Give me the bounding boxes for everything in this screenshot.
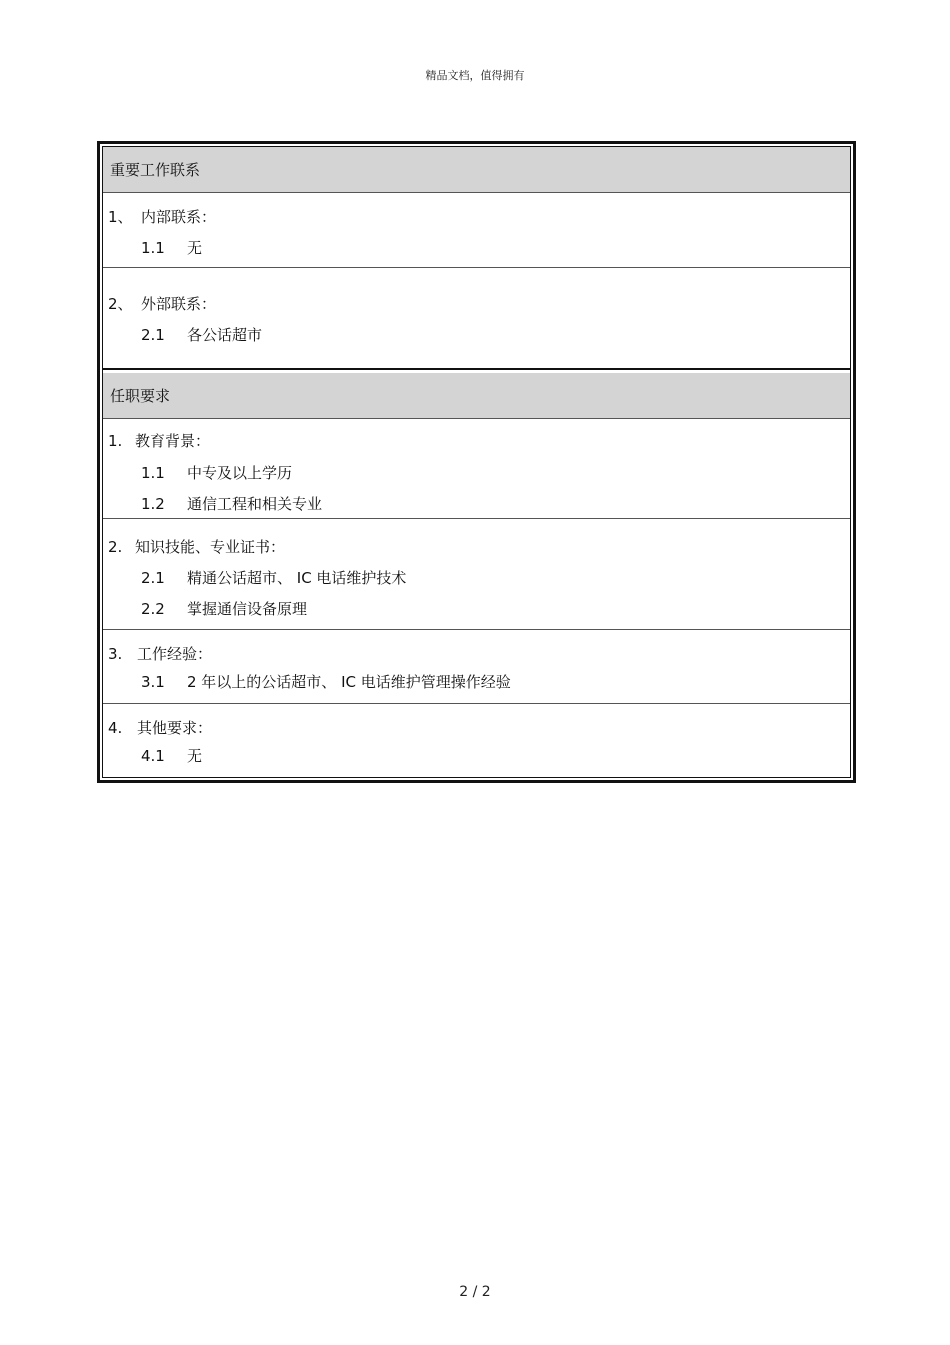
internal-contacts-number: 1、	[108, 208, 133, 226]
item-text: 通信工程和相关专业	[187, 495, 323, 513]
experience-label	[108, 644, 212, 664]
group-number: 4.	[108, 719, 123, 737]
group-label: 知识技能、专业证书：	[135, 538, 286, 556]
list-item	[141, 238, 202, 258]
item-number: 1.1	[141, 239, 165, 257]
internal-contacts-label	[108, 207, 216, 227]
item-text: 中专及以上学历	[187, 464, 293, 482]
group-number: 3.	[108, 645, 123, 663]
item-number: 1.2	[141, 495, 165, 513]
item-text: 掌握通信设备原理	[187, 600, 308, 618]
row-divider	[103, 518, 850, 519]
section-separator	[103, 368, 850, 370]
page-header: 精品文档，值得拥有	[425, 69, 525, 82]
list-item	[141, 494, 322, 514]
list-item	[141, 463, 292, 483]
item-text: 精通公话超市、 IC 电话维护技术	[187, 569, 407, 587]
item-text: 无	[187, 747, 203, 765]
education-label	[108, 431, 210, 451]
skills-label	[108, 537, 285, 557]
group-label: 其他要求：	[137, 719, 213, 737]
list-item	[141, 599, 307, 619]
item-number: 2.2	[141, 600, 165, 618]
page-number: 2 / 2	[459, 1284, 491, 1300]
group-number: 2.	[108, 538, 123, 556]
row-divider	[103, 267, 850, 268]
item-number: 2.1	[141, 326, 165, 344]
item-number: 2.1	[141, 569, 165, 587]
list-item	[141, 568, 406, 588]
group-label: 工作经验：	[137, 645, 213, 663]
external-contacts-text: 外部联系：	[141, 295, 217, 313]
other-requirements-label	[108, 718, 212, 738]
item-number: 1.1	[141, 464, 165, 482]
item-text: 2 年以上的公话超市、 IC 电话维护管理操作经验	[187, 673, 511, 691]
external-contacts-label	[108, 294, 216, 314]
item-text: 各公话超市	[187, 326, 263, 344]
list-item	[141, 672, 511, 692]
section-heading-requirements: 任职要求	[103, 373, 850, 419]
list-item	[141, 325, 262, 345]
item-text: 无	[187, 239, 203, 257]
group-number: 1.	[108, 432, 123, 450]
row-divider	[103, 629, 850, 630]
external-contacts-number: 2、	[108, 295, 133, 313]
job-description-table	[97, 141, 856, 783]
row-divider	[103, 703, 850, 704]
section-heading-contacts: 重要工作联系	[103, 147, 850, 193]
list-item	[141, 746, 202, 766]
group-label: 教育背景：	[135, 432, 211, 450]
internal-contacts-text: 内部联系：	[141, 208, 217, 226]
table-inner	[102, 146, 851, 778]
item-number: 3.1	[141, 673, 165, 691]
item-number: 4.1	[141, 747, 165, 765]
